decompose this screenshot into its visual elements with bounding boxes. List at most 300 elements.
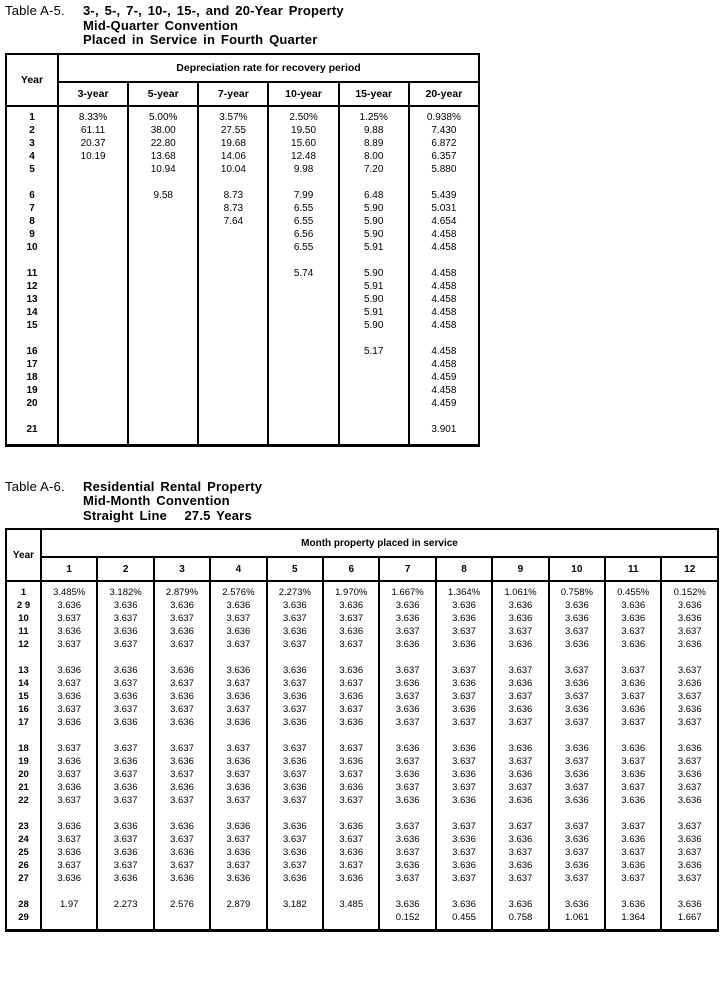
value-cell: 3.636 [154,625,210,638]
value-cell: 5.90 [339,228,409,241]
value-cell: 3.636 [661,768,718,781]
value-cell: 3.637 [436,664,492,677]
value-cell: 3.636 [436,612,492,625]
column-header: 10 [549,557,605,581]
value-cell: 3.637 [605,716,661,729]
spacer-row [6,176,479,189]
value-cell: 3.636 [41,690,97,703]
value-cell: 3.636 [41,872,97,885]
value-cell: 3.901 [409,423,479,446]
value-cell [661,885,718,898]
value-cell: 3.637 [154,768,210,781]
value-cell: 3.637 [492,664,548,677]
value-cell [154,885,210,898]
value-cell: 3.636 [41,716,97,729]
year-cell: 16 [6,703,41,716]
value-cell [409,410,479,423]
value-cell: 3.636 [436,742,492,755]
value-cell: 3.637 [267,638,323,651]
value-cell: 3.636 [549,859,605,872]
value-cell: 3.636 [436,898,492,911]
value-cell: 3.637 [41,768,97,781]
value-cell: 3.636 [97,690,153,703]
value-cell: 3.636 [379,612,435,625]
table-a6-title-line-2: Mid-Month Convention [83,493,230,508]
value-cell: 3.636 [210,716,266,729]
value-cell: 3.636 [323,716,379,729]
value-cell: 3.637 [210,612,266,625]
year-cell: 25 [6,846,41,859]
value-cell: 3.636 [210,690,266,703]
spacer-row [6,729,718,742]
value-cell [379,729,435,742]
subheader-row [6,82,479,106]
value-cell [97,807,153,820]
value-cell: 3.637 [605,820,661,833]
column-header: 8 [436,557,492,581]
table-row [6,581,718,599]
value-cell: 3.636 [436,638,492,651]
table-a6-label: Table A-6. [5,478,65,494]
value-cell: 3.637 [41,859,97,872]
value-cell: 6.55 [268,215,338,228]
value-cell: 3.637 [97,794,153,807]
table-row [6,781,718,794]
value-cell [198,423,268,446]
value-cell: 3.636 [492,768,548,781]
value-cell [549,807,605,820]
value-cell: 19.68 [198,137,268,150]
value-cell: 3.636 [661,794,718,807]
value-cell [128,423,198,446]
value-cell: 14.06 [198,150,268,163]
value-cell: 0.758 [492,911,548,931]
table-a5-title [83,4,344,48]
year-cell: 14 [6,677,41,690]
value-cell: 5.90 [339,293,409,306]
value-cell: 3.636 [549,638,605,651]
spacer-row [6,807,718,820]
value-cell: 5.90 [339,267,409,280]
value-cell: 3.637 [210,794,266,807]
value-cell: 3.637 [97,833,153,846]
value-cell: 3.636 [661,833,718,846]
value-cell [128,241,198,254]
table-row [6,319,479,332]
column-header: 3-year [58,82,128,106]
value-cell: 38.00 [128,124,198,137]
value-cell: 3.637 [267,768,323,781]
value-cell: 3.636 [323,755,379,768]
value-cell: 3.485% [41,581,97,599]
column-header: 7-year [198,82,268,106]
value-cell [339,332,409,345]
value-cell: 8.73 [198,189,268,202]
value-cell [549,885,605,898]
year-cell: 26 [6,859,41,872]
value-cell: 5.90 [339,202,409,215]
value-cell: 3.636 [605,612,661,625]
value-cell: 3.636 [549,612,605,625]
value-cell: 3.637 [661,781,718,794]
value-cell: 3.636 [97,846,153,859]
value-cell: 3.637 [154,833,210,846]
value-cell: 4.458 [409,384,479,397]
value-cell: 3.637 [267,703,323,716]
value-cell [198,267,268,280]
year-cell: 17 [6,358,58,371]
value-cell [492,729,548,742]
year-cell: 19 [6,384,58,397]
value-cell: 3.637 [154,612,210,625]
value-cell: 5.031 [409,202,479,215]
value-cell [58,345,128,358]
value-cell: 3.636 [605,833,661,846]
column-header: 11 [605,557,661,581]
year-cell: 13 [6,664,41,677]
value-cell: 3.637 [267,833,323,846]
value-cell: 3.636 [379,859,435,872]
table-row [6,371,479,384]
value-cell [267,651,323,664]
value-cell: 3.637 [267,859,323,872]
column-header: 9 [492,557,548,581]
value-cell [210,885,266,898]
value-cell: 3.637 [323,703,379,716]
value-cell: 3.637 [41,677,97,690]
value-cell: 3.637 [549,690,605,703]
year-cell: 19 [6,755,41,768]
value-cell [549,651,605,664]
column-header: 7 [379,557,435,581]
table-row [6,423,479,446]
value-cell: 3.636 [154,872,210,885]
table-row [6,202,479,215]
table-row [6,677,718,690]
value-cell: 3.637 [379,690,435,703]
header-row [6,529,718,557]
value-cell: 3.636 [210,625,266,638]
value-cell: 3.636 [492,794,548,807]
table-row [6,911,718,931]
year-cell: 4 [6,150,58,163]
value-cell: 2.879 [210,898,266,911]
table-row [6,228,479,241]
value-cell: 3.636 [379,703,435,716]
value-cell [436,729,492,742]
value-cell: 3.636 [605,859,661,872]
table-row [6,820,718,833]
value-cell: 5.90 [339,319,409,332]
value-cell [198,176,268,189]
value-cell: 3.636 [267,625,323,638]
year-cell: 29 [6,911,41,931]
column-header: 6 [323,557,379,581]
value-cell [661,807,718,820]
table-row [6,293,479,306]
value-cell: 3.637 [492,781,548,794]
value-cell: 3.636 [41,846,97,859]
year-cell [6,332,58,345]
value-cell: 3.637 [323,612,379,625]
year-cell: 11 [6,625,41,638]
value-cell: 3.636 [492,677,548,690]
table-row [6,267,479,280]
year-cell: 5 [6,163,58,176]
value-cell: 3.636 [436,859,492,872]
year-cell [6,729,41,742]
value-cell [605,807,661,820]
table-row [6,859,718,872]
year-cell: 17 [6,716,41,729]
spacer-row [6,410,479,423]
spacer-row [6,254,479,267]
value-cell: 3.637 [41,638,97,651]
value-cell: 3.636 [210,872,266,885]
value-cell [128,254,198,267]
value-cell: 3.637 [661,716,718,729]
value-cell [379,885,435,898]
value-cell: 3.637 [492,690,548,703]
value-cell: 3.636 [323,820,379,833]
value-cell: 3.636 [605,768,661,781]
value-cell: 3.636 [97,664,153,677]
value-cell [339,397,409,410]
value-cell [492,807,548,820]
value-cell [268,332,338,345]
value-cell [492,885,548,898]
value-cell: 3.637 [41,742,97,755]
table-a6-title-line-1: Residential Rental Property [83,478,263,494]
value-cell [436,651,492,664]
value-cell: 3.637 [436,872,492,885]
value-cell [128,345,198,358]
year-cell: 20 [6,768,41,781]
value-cell [41,807,97,820]
value-cell: 3.636 [379,768,435,781]
column-header: 5-year [128,82,198,106]
value-cell: 3.636 [267,690,323,703]
value-cell [198,280,268,293]
value-cell [58,371,128,384]
value-cell [128,410,198,423]
value-cell [128,384,198,397]
value-cell: 4.458 [409,267,479,280]
value-cell: 3.636 [436,599,492,612]
value-cell: 3.637 [210,638,266,651]
value-cell [267,911,323,931]
value-cell: 3.636 [605,703,661,716]
value-cell: 3.636 [267,664,323,677]
value-cell [198,228,268,241]
value-cell: 3.636 [323,625,379,638]
value-cell: 4.459 [409,397,479,410]
value-cell: 27.55 [198,124,268,137]
value-cell: 3.637 [323,833,379,846]
value-cell: 1.970% [323,581,379,599]
value-cell: 3.637 [323,794,379,807]
value-cell: 3.636 [661,599,718,612]
value-cell [268,397,338,410]
value-cell: 3.637 [605,872,661,885]
year-cell: 10 [6,612,41,625]
value-cell [58,202,128,215]
year-cell [6,651,41,664]
value-cell [339,176,409,189]
value-cell: 2.50% [268,106,338,124]
value-cell: 13.68 [128,150,198,163]
value-cell: 3.637 [97,768,153,781]
value-cell: 3.637 [97,677,153,690]
table-row [6,137,479,150]
value-cell: 3.636 [41,664,97,677]
value-cell: 3.637 [549,625,605,638]
value-cell: 3.637 [605,690,661,703]
value-cell: 1.667 [661,911,718,931]
value-cell [128,358,198,371]
value-cell: 3.637 [210,742,266,755]
value-cell [58,189,128,202]
value-cell [268,306,338,319]
value-cell: 3.637 [605,781,661,794]
value-cell: 3.636 [549,599,605,612]
value-cell: 3.636 [154,690,210,703]
value-cell: 0.152% [661,581,718,599]
value-cell [409,332,479,345]
value-cell: 3.636 [492,612,548,625]
value-cell: 3.636 [549,768,605,781]
value-cell: 3.637 [210,768,266,781]
year-cell [6,410,58,423]
table-row [6,106,479,124]
year-cell: 7 [6,202,58,215]
value-cell: 6.48 [339,189,409,202]
value-cell: 3.636 [323,664,379,677]
value-cell: 8.00 [339,150,409,163]
value-cell [58,332,128,345]
year-cell: 9 [6,228,58,241]
table-row [6,306,479,319]
value-cell [58,423,128,446]
value-cell [339,423,409,446]
value-cell: 3.636 [154,846,210,859]
value-cell: 3.636 [492,898,548,911]
value-cell: 3.182 [267,898,323,911]
table-row [6,625,718,638]
value-cell: 3.637 [549,664,605,677]
value-cell: 3.636 [605,638,661,651]
column-header: 4 [210,557,266,581]
value-cell: 2.273 [97,898,153,911]
value-cell [128,228,198,241]
value-cell: 3.636 [154,820,210,833]
value-cell: 3.637 [549,716,605,729]
value-cell: 2.273% [267,581,323,599]
value-cell: 3.636 [549,742,605,755]
span-header: Month property placed in service [41,529,718,557]
year-column-header: Year [6,54,58,106]
value-cell: 3.636 [154,755,210,768]
value-cell [268,319,338,332]
value-cell: 3.636 [210,846,266,859]
value-cell: 3.637 [436,716,492,729]
value-cell: 3.636 [267,599,323,612]
value-cell: 10.94 [128,163,198,176]
header-row [6,54,479,82]
value-cell [198,371,268,384]
value-cell: 9.88 [339,124,409,137]
value-cell [58,176,128,189]
value-cell [210,911,266,931]
table-row [6,215,479,228]
value-cell: 5.91 [339,280,409,293]
value-cell [198,410,268,423]
value-cell: 3.636 [97,872,153,885]
table-row [6,397,479,410]
table-row [6,703,718,716]
value-cell: 5.00% [128,106,198,124]
value-cell [379,651,435,664]
value-cell: 3.637 [549,755,605,768]
value-cell [210,807,266,820]
value-cell: 3.636 [97,599,153,612]
value-cell: 3.636 [97,716,153,729]
value-cell [198,254,268,267]
value-cell [198,345,268,358]
value-cell [198,306,268,319]
value-cell [58,254,128,267]
value-cell: 3.636 [154,599,210,612]
table-row [6,690,718,703]
value-cell: 3.636 [605,794,661,807]
value-cell: 3.636 [379,638,435,651]
value-cell: 3.637 [436,781,492,794]
value-cell [58,215,128,228]
value-cell: 3.636 [267,846,323,859]
value-cell [128,397,198,410]
value-cell: 3.637 [154,859,210,872]
value-cell: 3.637 [323,677,379,690]
value-cell: 3.182% [97,581,153,599]
year-cell: 21 [6,781,41,794]
value-cell [267,807,323,820]
value-cell: 0.455% [605,581,661,599]
value-cell: 3.636 [661,638,718,651]
table-row [6,755,718,768]
value-cell [339,384,409,397]
value-cell: 7.430 [409,124,479,137]
year-cell: 15 [6,690,41,703]
value-cell: 3.636 [549,898,605,911]
value-cell [128,176,198,189]
spacer-row [6,332,479,345]
value-cell: 3.636 [41,755,97,768]
value-cell: 3.636 [379,898,435,911]
value-cell [128,319,198,332]
table-row [6,189,479,202]
value-cell: 3.637 [492,846,548,859]
value-cell [128,332,198,345]
table-a5-title-line-2: Mid-Quarter Convention [83,17,239,33]
value-cell: 3.636 [41,781,97,794]
table-a5-title-line-3: Placed in Service in Fourth Quarter [83,32,318,47]
value-cell: 3.637 [154,794,210,807]
column-header: 20-year [409,82,479,106]
table-row [6,124,479,137]
value-cell: 1.25% [339,106,409,124]
value-cell: 3.637 [41,703,97,716]
value-cell: 3.637 [323,638,379,651]
